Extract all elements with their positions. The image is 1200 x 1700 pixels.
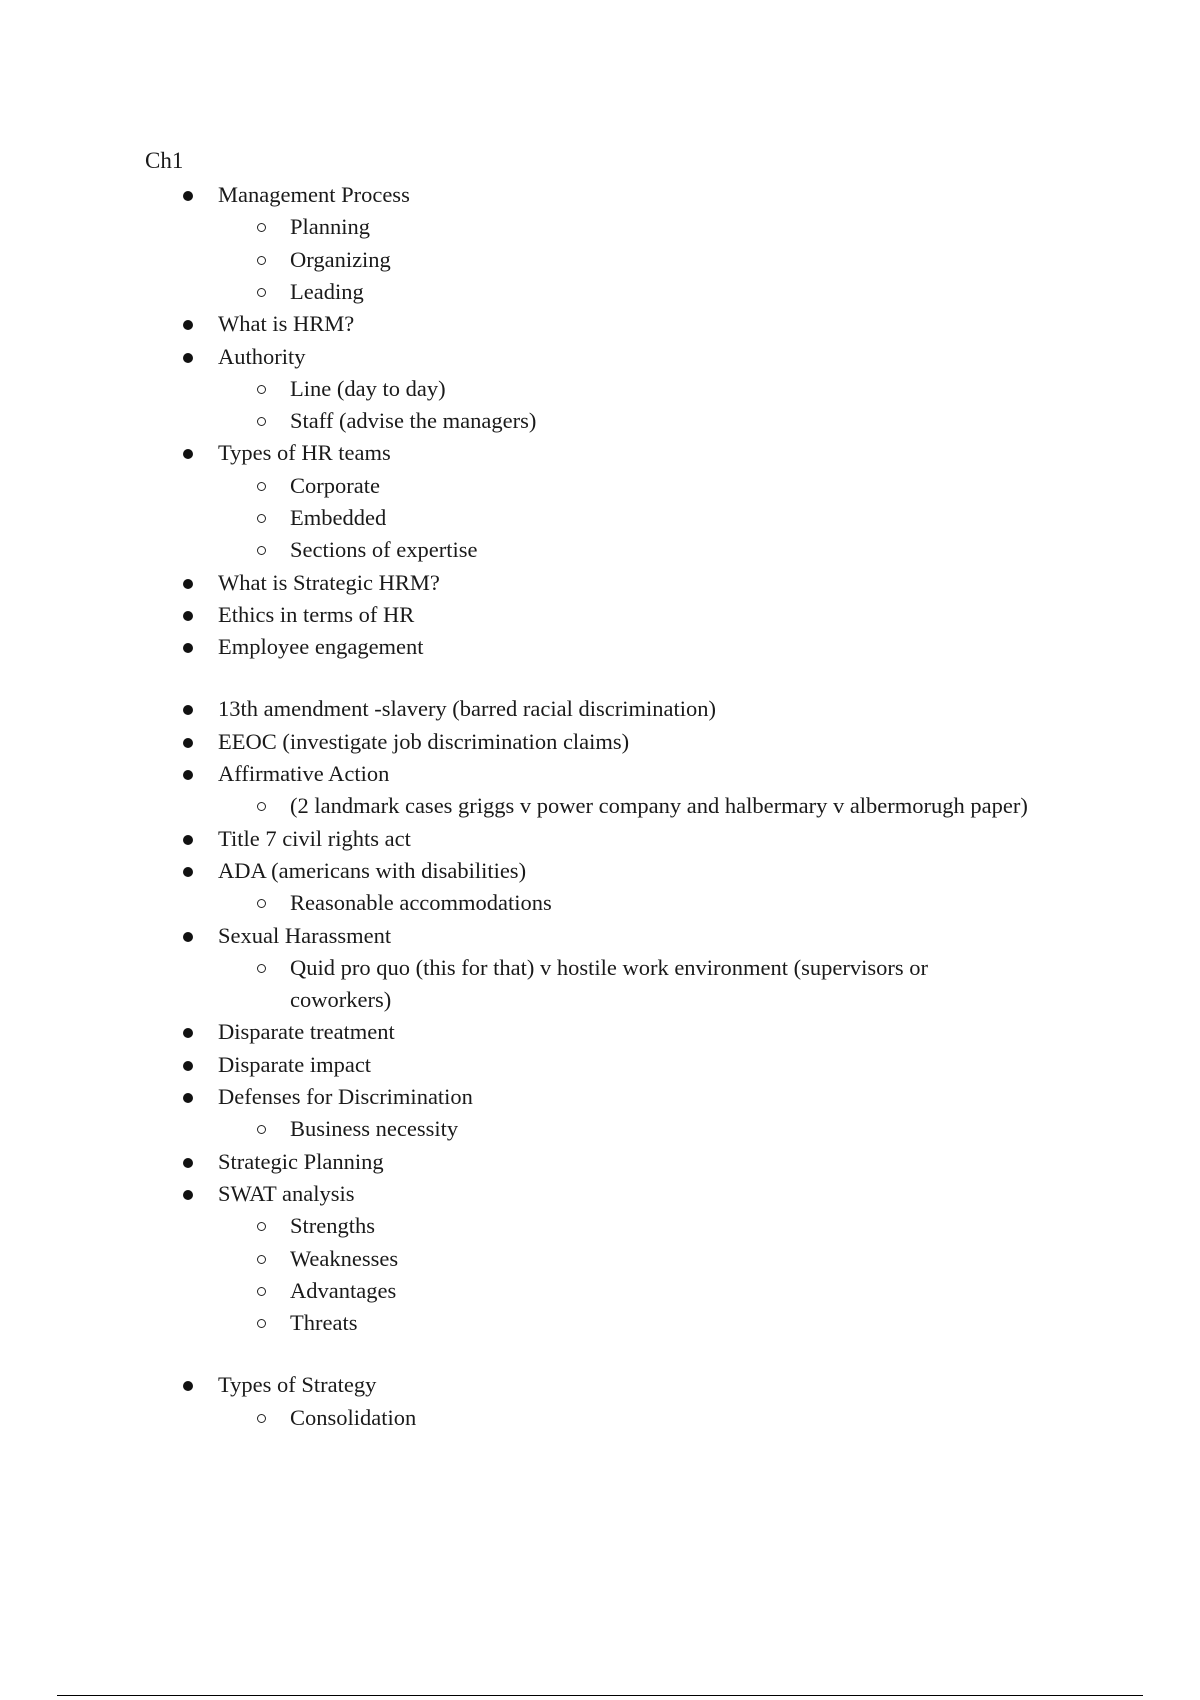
list-item: Title 7 civil rights act [218, 826, 411, 851]
bullet-icon [183, 705, 193, 715]
circle-bullet-icon [257, 899, 266, 908]
page-heading: Ch1 [145, 148, 184, 173]
sub-list-item: (2 landmark cases griggs v power company and halbermary v albermorugh paper) [290, 793, 1028, 818]
list-item: Types of HR teams [218, 440, 391, 465]
sub-list-item: Line (day to day) [290, 376, 446, 401]
list-item: Affirmative Action [218, 761, 390, 786]
list-item: Strategic Planning [218, 1149, 384, 1174]
sub-list-item: Leading [290, 279, 364, 304]
bullet-icon [183, 1061, 193, 1071]
bullet-icon [183, 449, 193, 459]
list-item: Ethics in terms of HR [218, 602, 415, 627]
circle-bullet-icon [257, 417, 266, 426]
circle-bullet-icon [257, 223, 266, 232]
list-item: What is HRM? [218, 311, 355, 336]
bullet-icon [183, 835, 193, 845]
circle-bullet-icon [257, 514, 266, 523]
list-item: Types of Strategy [218, 1372, 377, 1397]
sub-list-item: Organizing [290, 247, 391, 272]
bullet-icon [183, 579, 193, 589]
circle-bullet-icon [257, 964, 266, 973]
bullet-icon [183, 643, 193, 653]
bullet-icon [183, 1190, 193, 1200]
circle-bullet-icon [257, 1414, 266, 1423]
circle-bullet-icon [257, 385, 266, 394]
bullet-icon [183, 320, 193, 330]
sub-list-item: Business necessity [290, 1116, 459, 1141]
bullet-icon [183, 1093, 193, 1103]
circle-bullet-icon [257, 1287, 266, 1296]
sub-list-item: Threats [290, 1310, 358, 1335]
sub-list-item: Consolidation [290, 1405, 417, 1430]
bullet-icon [183, 770, 193, 780]
sub-list-item: Reasonable accommodations [290, 890, 552, 915]
list-item: Sexual Harassment [218, 923, 392, 948]
list-item: EEOC (investigate job discrimination claims) [218, 729, 630, 754]
bullet-icon [183, 1028, 193, 1038]
list-item: What is Strategic HRM? [218, 570, 440, 595]
list-item: ADA (americans with disabilities) [218, 858, 527, 883]
sub-list-item: Advantages [290, 1278, 397, 1303]
circle-bullet-icon [257, 802, 266, 811]
sub-list-item: Corporate [290, 473, 380, 498]
list-item: Disparate treatment [218, 1019, 395, 1044]
circle-bullet-icon [257, 1222, 266, 1231]
sub-list-item: Strengths [290, 1213, 376, 1238]
circle-bullet-icon [257, 546, 266, 555]
list-item: Defenses for Discrimination [218, 1084, 473, 1109]
bullet-icon [183, 353, 193, 363]
circle-bullet-icon [257, 256, 266, 265]
bullet-icon [183, 738, 193, 748]
list-item: Disparate impact [218, 1052, 372, 1077]
bullet-icon [183, 932, 193, 942]
bullet-icon [183, 191, 193, 201]
sub-list-item-continuation: coworkers) [290, 987, 392, 1012]
sub-list-item: Sections of expertise [290, 537, 478, 562]
circle-bullet-icon [257, 1125, 266, 1134]
bullet-icon [183, 611, 193, 621]
list-item: 13th amendment -slavery (barred racial discrimination) [218, 696, 716, 721]
bullet-icon [183, 1381, 193, 1391]
bullet-icon [183, 867, 193, 877]
sub-list-item: Staff (advise the managers) [290, 408, 537, 433]
page-bottom-rule [57, 1695, 1143, 1696]
sub-list-item: Embedded [290, 505, 387, 530]
list-item: Authority [218, 344, 306, 369]
list-item: Management Process [218, 182, 410, 207]
list-item: Employee engagement [218, 634, 424, 659]
circle-bullet-icon [257, 482, 266, 491]
circle-bullet-icon [257, 1255, 266, 1264]
list-item: SWAT analysis [218, 1181, 355, 1206]
sub-list-item: Planning [290, 214, 371, 239]
bullet-icon [183, 1158, 193, 1168]
circle-bullet-icon [257, 288, 266, 297]
sub-list-item: Weaknesses [290, 1246, 399, 1271]
circle-bullet-icon [257, 1319, 266, 1328]
sub-list-item: Quid pro quo (this for that) v hostile work environment (supervisors or [290, 955, 929, 980]
